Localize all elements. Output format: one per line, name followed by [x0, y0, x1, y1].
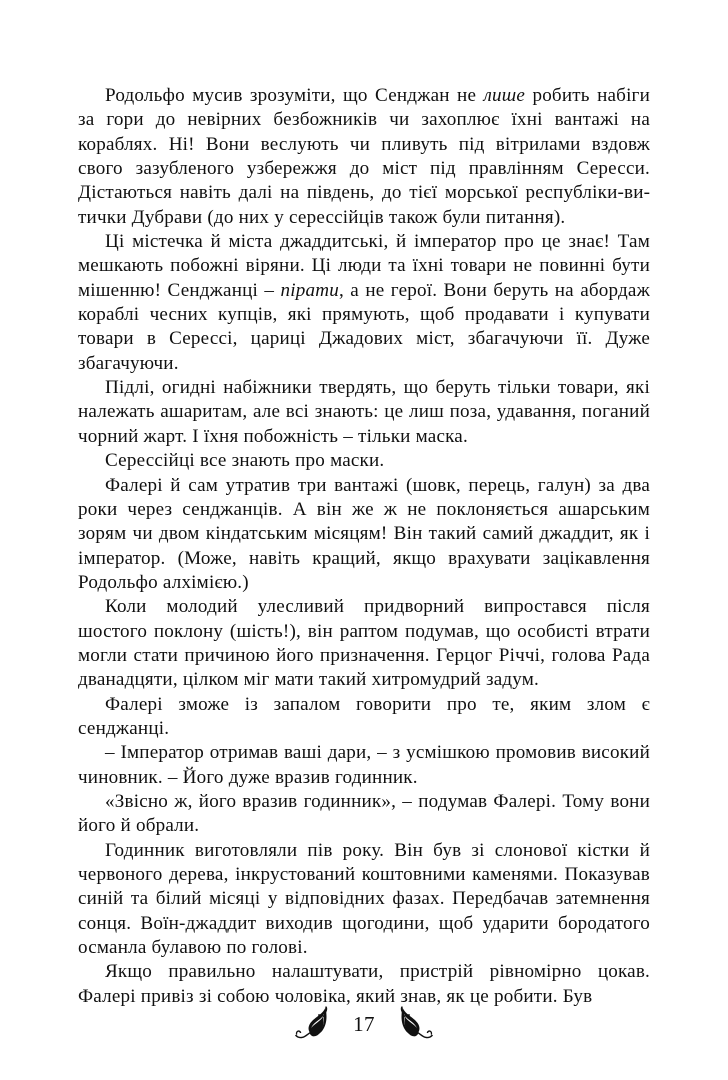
body-text-column — [78, 84, 650, 1009]
body-text: Фалері й сам утратив три вантажі (шовк, перець, галун) за два роки через сенджанців. А він же ж не поклоняється ашарським зорям чи двом кіндатським місяцям! Він такий самий джаддит, як і імператор. (Може, навіть кращий, якщо врахувати зацікавлення Родольфо алхімією.) — [78, 474, 650, 593]
paragraph — [78, 741, 650, 790]
body-text: Ці містечка й міста джаддитські, й імператор про це знає! Там мешкають побожні віряни. Ці люди та їхні товари не повинні бути мішенню! Сенджанці – — [78, 231, 650, 301]
paragraph — [78, 84, 650, 230]
paragraph — [78, 839, 650, 961]
body-text: Годинник виготовляли пів року. Він був зі слонової кістки й червоного дерева, інкрустований коштовними каменями. Показував синій та білий місяці у відповідних фазах. Передбачав затемнення сонця. Воїн-джаддит виходив щогодини, щоб ударити бородатого османла булавою по голові. — [78, 839, 650, 959]
paragraph — [78, 790, 650, 839]
page-number: 17 — [353, 1011, 375, 1036]
paragraph — [78, 474, 650, 596]
page-footer — [0, 1000, 728, 1048]
body-text: , а не герої. Вони беруть на абордаж кораблі чесних купців, які прямують, щоб продавати і купувати товари в Серессі, цариці Джадових міст, збагачуючи її. Дуже збагачуючи. — [78, 279, 650, 374]
body-text: Коли молодий улесливий придворний випростався після шостого поклону (шість!), він раптом подумав, що особисті втрати могли стати причиною його призначення. Герцог Річчі, голова Рада дванадцяти, цілком міг мати такий хитромудрий задум. — [78, 596, 650, 691]
paragraph — [78, 376, 650, 449]
paragraph — [78, 693, 650, 742]
paragraph — [78, 595, 650, 692]
body-text: Родольфо мусив зрозуміти, що Сенджан не — [105, 85, 484, 106]
body-text: Якщо правильно налаштувати, пристрій рівномірно цокав. Фалері привіз зі собою чоловіка, який знав, як це робити. Був — [78, 961, 650, 1007]
body-text: «Звісно ж, його вразив годинник», – подумав Фалері. Тому вони його й обрали. — [78, 790, 650, 837]
body-text: Фалері зможе із запалом говорити про те, яким злом є сенджанці. — [78, 693, 650, 739]
paragraph — [78, 230, 650, 376]
body-text: робить набіги за гори до невірних безбожників чи захоплює їхні вантажі на кораблях. Ні! Вони веслують чи пливуть під вітрилами вздовж свого зазубленого узбережжя до міст під правлінням Сересси. Дістаються навіть далі на південь, до тієї морської республіки-витички Дубрави (до них у серессійців також були питання). — [78, 85, 650, 228]
paragraph — [78, 449, 650, 473]
body-text: Серессійці все знають про маски. — [105, 450, 385, 472]
body-text: – Імператор отримав ваші дари, – з усмішкою промовив високий чиновник. – Його дуже вразив годинник. — [78, 742, 650, 788]
body-text: Підлі, огидні набіжники твердять, що беруть тільки товари, які належать ашаритам, але всі знають: це лиш поза, удавання, поганий чорний жарт. І їхня побожність – тільки маска. — [78, 377, 650, 447]
leaf-vine-ornament-left — [294, 1003, 340, 1045]
emphasis-text: лише — [483, 85, 526, 106]
emphasis-text: пірати — [280, 279, 339, 301]
leaf-vine-ornament-right — [388, 1003, 434, 1045]
